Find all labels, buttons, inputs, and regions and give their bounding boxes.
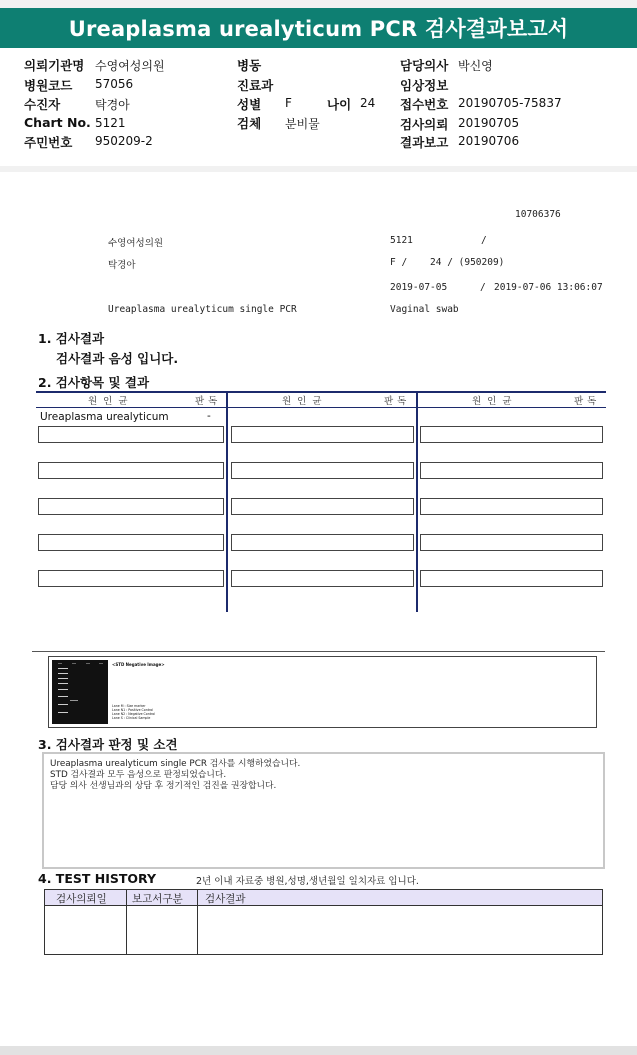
col-judge-2: 판독: [384, 396, 411, 407]
print-date-slash: /: [480, 282, 486, 293]
col-pathogen-3: 원인균: [472, 396, 518, 407]
report-info-panel: [0, 48, 637, 166]
label-doctor: 담당의사: [400, 58, 449, 73]
table-divider-1: [226, 392, 228, 612]
result-cell: [231, 426, 414, 443]
label-specimen: 검체: [237, 116, 262, 131]
remark-line: STD 검사결과 모두 음성으로 판정되었습니다.: [50, 770, 227, 780]
history-col-divider: [197, 889, 198, 954]
print-test-name: Ureaplasma urealyticum single PCR: [108, 304, 297, 315]
result-cell: [420, 498, 603, 515]
section-3-title: 3. 검사결과 판정 및 소견: [38, 737, 178, 752]
value-institution: 수영여성의원: [95, 59, 165, 73]
value-specimen: 분비물: [285, 117, 320, 131]
gel-legend: [112, 704, 155, 720]
section-2-title: 2. 검사항목 및 결과: [38, 375, 150, 390]
gel-electrophoresis-image: [52, 660, 108, 724]
label-institution: 의뢰기관명: [24, 58, 85, 73]
print-chart-no: 5121: [390, 235, 413, 246]
row1-result: -: [207, 410, 211, 422]
result-cell: [420, 462, 603, 479]
result-summary: 검사결과 음성 입니다.: [56, 351, 179, 366]
gel-legend-item: Lane N1 : Positive Control: [112, 708, 154, 712]
gel-legend-item: Lane S : Clinical Sample: [112, 716, 151, 720]
print-report-datetime: 2019-07-06 13:06:07: [494, 282, 603, 293]
remarks-box: [42, 752, 605, 869]
label-age: 나이: [327, 97, 352, 112]
result-cell: [231, 570, 414, 587]
result-cell: [38, 534, 224, 551]
report-page: [0, 172, 637, 1046]
label-receipt-no: 접수번호: [400, 97, 449, 112]
section-4-title: 4. TEST HISTORY: [38, 871, 157, 886]
result-cell: [420, 534, 603, 551]
value-report-date: 20190706: [458, 134, 520, 148]
section-separator: [32, 651, 605, 652]
result-cell: [38, 426, 224, 443]
report-title: Ureaplasma urealyticum PCR 검사결과보고서: [0, 8, 637, 48]
history-col-report-type: 보고서구분: [132, 893, 183, 905]
result-cell: [420, 426, 603, 443]
print-patient: 탁경아: [108, 260, 136, 271]
col-judge-1: 판독: [195, 396, 222, 407]
result-cell: [231, 534, 414, 551]
value-sex: F: [285, 96, 292, 110]
label-rrn: 주민번호: [24, 135, 73, 150]
row1-pathogen: Ureaplasma urealyticum: [40, 411, 169, 423]
value-chart-no: 5121: [95, 116, 126, 130]
print-request-date: 2019-07-05: [390, 282, 448, 293]
history-col-divider: [126, 889, 127, 954]
result-cell: [231, 498, 414, 515]
gel-legend-item: Lane N2 : Negative Control: [112, 712, 156, 716]
label-hospital-code: 병원코드: [24, 78, 73, 93]
history-col-request-date: 검사의뢰일: [56, 893, 107, 905]
remark-line: Ureaplasma urealyticum single PCR 검사를 시행하였습니다.: [50, 759, 301, 769]
value-hospital-code: 57056: [95, 77, 134, 91]
value-rrn: 950209-2: [95, 134, 153, 148]
print-code: 10706376: [515, 209, 561, 220]
label-clinical-info: 임상정보: [400, 78, 449, 93]
table-divider-2: [416, 392, 418, 612]
bottom-scroll-area: [0, 1046, 637, 1055]
label-request-date: 검사의뢰: [400, 117, 449, 132]
result-cell: [38, 498, 224, 515]
print-slash: /: [481, 235, 487, 246]
label-report-date: 결과보고: [400, 135, 449, 150]
value-receipt-no: 20190705-75837: [458, 96, 562, 110]
section-1-title: 1. 검사결과: [38, 331, 105, 346]
col-judge-3: 판독: [574, 396, 601, 407]
label-sex: 성별: [237, 97, 262, 112]
history-note: 2년 이내 자료중 병원,성명,생년월일 일치자료 입니다.: [196, 876, 419, 887]
value-request-date: 20190705: [458, 116, 520, 130]
col-pathogen-1: 원인균: [88, 396, 134, 407]
result-cell: [38, 462, 224, 479]
value-age: 24: [360, 96, 376, 110]
history-table: [44, 889, 603, 955]
result-cell: [420, 570, 603, 587]
remark-line: 담당 의사 선생님과의 상담 후 정기적인 검진을 권장합니다.: [50, 781, 277, 791]
label-ward: 병동: [237, 58, 262, 73]
label-patient: 수진자: [24, 97, 61, 112]
label-department: 진료과: [237, 78, 274, 93]
print-institution: 수영여성의원: [108, 238, 164, 249]
label-chart-no: Chart No.: [24, 115, 91, 130]
col-pathogen-2: 원인균: [282, 396, 328, 407]
value-doctor: 박신영: [458, 59, 493, 73]
print-sex-age: F / 24 / (950209): [390, 257, 505, 268]
history-header: [45, 889, 602, 906]
print-specimen: Vaginal swab: [390, 304, 459, 315]
history-col-result: 검사결과: [205, 893, 246, 905]
result-cell: [38, 570, 224, 587]
result-cell: [231, 462, 414, 479]
gel-legend-item: Lane M : Size marker: [112, 704, 146, 708]
gel-caption: <STD Negative Image>: [112, 662, 165, 667]
gel-image-panel: [48, 656, 597, 728]
value-patient: 탁경아: [95, 98, 130, 112]
table-header-bottom-line: [36, 407, 606, 408]
